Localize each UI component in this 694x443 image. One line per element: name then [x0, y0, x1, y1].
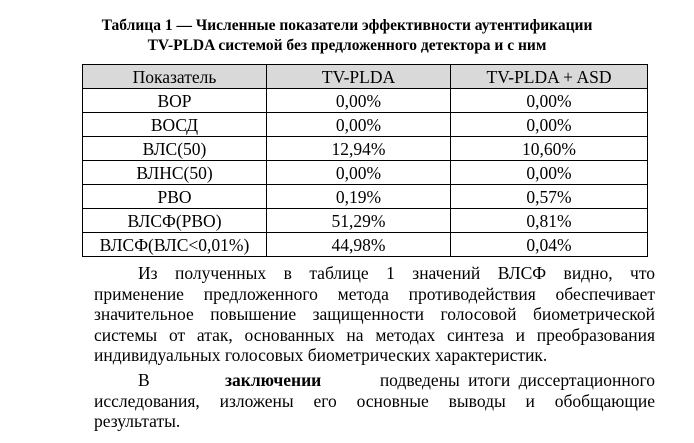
tv-plda-asd-cell: 0,00% [451, 161, 648, 185]
paragraph-line: индивидуальных голосовых биометрических характеристик. [94, 345, 548, 366]
tv-plda-asd-cell: 0,57% [451, 185, 648, 209]
metric-cell: ВОСД [83, 113, 267, 137]
tv-plda-cell: 0,00% [267, 161, 451, 185]
conclusion-bold-term: заключении [224, 370, 322, 390]
table-header-row [83, 65, 648, 89]
metric-cell: ВЛНС(50) [83, 161, 267, 185]
table-caption [40, 16, 654, 56]
header-tv-plda: TV-PLDA [267, 65, 451, 89]
caption-line-1: Таблица 1 — Численные показатели эффективности аутентификации [101, 17, 593, 34]
paragraph-line-text: Из полученных в таблице 1 значений ВЛСФ видно, что [138, 263, 655, 283]
table-row [83, 161, 648, 185]
tv-plda-cell: 44,98% [267, 233, 451, 257]
metric-cell: ВЛС(50) [83, 137, 267, 161]
header-tv-plda-asd: TV-PLDA + ASD [451, 65, 648, 89]
conclusion-paragraph [94, 370, 655, 432]
paragraph-line-text: подведены итоги диссертационного [379, 370, 656, 390]
tv-plda-asd-cell: 0,00% [451, 113, 648, 137]
tv-plda-asd-cell: 10,60% [451, 137, 648, 161]
metric-cell: ВЛСФ(ВЛС<0,01%) [83, 233, 267, 257]
paragraph-prefix: В [138, 370, 150, 390]
results-table [82, 64, 648, 257]
tv-plda-cell: 12,94% [267, 137, 451, 161]
tv-plda-cell: 0,19% [267, 185, 451, 209]
metric-cell: РВО [83, 185, 267, 209]
tv-plda-cell: 0,00% [267, 89, 451, 113]
paragraph-line: значительное повышение защищенности голосовой биометрической [94, 304, 655, 325]
paragraph-line: системы от атак, основанных на методах синтеза и преобразования [94, 324, 655, 345]
tv-plda-cell: 51,29% [267, 209, 451, 233]
metric-cell: ВЛСФ(РВО) [83, 209, 267, 233]
tv-plda-asd-cell: 0,00% [451, 89, 648, 113]
tv-plda-asd-cell: 0,04% [451, 233, 648, 257]
tv-plda-asd-cell: 0,81% [451, 209, 648, 233]
header-metric: Показатель [83, 65, 267, 89]
caption-line-2: TV-PLDA системой без предложенного детектора и с ним [147, 37, 547, 54]
paragraph-line [94, 263, 655, 284]
paragraph-line: исследования, изложены его основные выводы и обобщающие [94, 390, 655, 411]
paragraph-line: применение предложенного метода противодействия обеспечивает [94, 283, 655, 304]
table-row [83, 185, 648, 209]
table-row [83, 137, 648, 161]
paragraph-line [94, 370, 655, 391]
table-row [83, 233, 648, 257]
results-paragraph [94, 263, 655, 366]
tv-plda-cell: 0,00% [267, 113, 451, 137]
table-row [83, 113, 648, 137]
table-row [83, 89, 648, 113]
metric-cell: ВОР [83, 89, 267, 113]
paragraph-line: результаты. [94, 411, 181, 432]
table-row [83, 209, 648, 233]
